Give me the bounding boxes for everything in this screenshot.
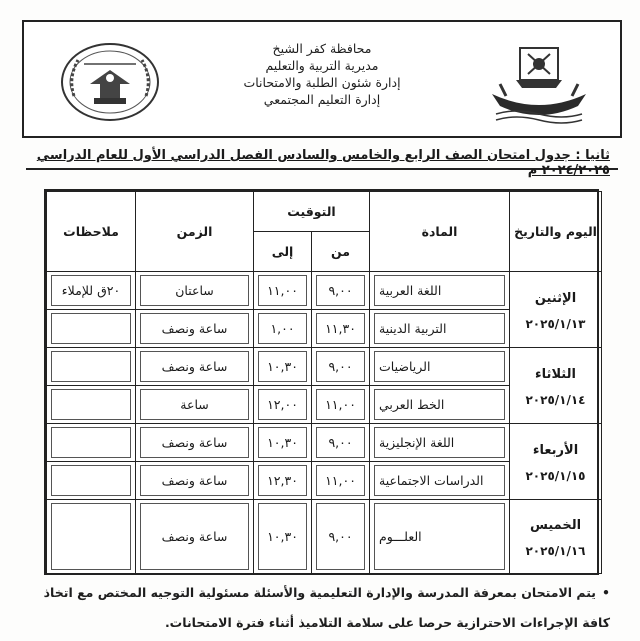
footer-note xyxy=(30,578,610,638)
directorate-line: مديرية التربية والتعليم xyxy=(265,58,379,73)
note-cell xyxy=(51,351,131,382)
to-cell: ١٠,٣٠ xyxy=(258,427,307,458)
table-row xyxy=(47,500,602,574)
subject-cell: الرياضيات xyxy=(374,351,505,382)
day-name: الإثنين xyxy=(534,290,577,306)
day-cell xyxy=(510,424,602,500)
header-notes: ملاحظات xyxy=(47,192,136,272)
day-cell xyxy=(510,500,602,574)
subject-cell: اللغة العربية xyxy=(374,275,505,306)
day-date: ٢٠٢٥/١/١٦ xyxy=(525,543,586,558)
subject-cell: العلـــوم xyxy=(374,503,505,570)
header-to: إلى xyxy=(254,232,312,272)
duration-cell: ساعة ونصف xyxy=(140,351,249,382)
from-cell: ٩,٠٠ xyxy=(316,351,365,382)
from-cell: ٩,٠٠ xyxy=(316,275,365,306)
subject-cell: الدراسات الاجتماعية xyxy=(374,465,505,496)
day-cell xyxy=(510,272,602,348)
note-cell: ٢٠ق للإملاء xyxy=(51,275,131,306)
note-cell xyxy=(51,503,131,570)
to-cell: ١٢,٣٠ xyxy=(258,465,307,496)
letterhead xyxy=(22,20,622,138)
duration-cell: ساعة xyxy=(140,389,249,420)
day-name: الأربعاء xyxy=(532,442,579,458)
from-cell: ١١,٠٠ xyxy=(316,465,365,496)
from-cell: ٩,٠٠ xyxy=(316,503,365,570)
from-cell: ١١,٣٠ xyxy=(316,313,365,344)
day-date: ٢٠٢٥/١/١٤ xyxy=(525,392,586,407)
subject-cell: الخط العربي xyxy=(374,389,505,420)
day-name: الثلاثاء xyxy=(535,366,576,382)
header-timing: التوقيت xyxy=(254,192,370,232)
duration-cell: ساعتان xyxy=(140,275,249,306)
note-cell xyxy=(51,427,131,458)
header-day-date: اليوم والتاريخ xyxy=(510,192,602,272)
exam-schedule-table xyxy=(44,189,599,575)
header-duration: الزمن xyxy=(136,192,254,272)
day-cell xyxy=(510,348,602,424)
subject-cell: اللغة الإنجليزية xyxy=(374,427,505,458)
header-from: من xyxy=(312,232,370,272)
from-cell: ٩,٠٠ xyxy=(316,427,365,458)
from-cell: ١١,٠٠ xyxy=(316,389,365,420)
table-row xyxy=(47,424,602,462)
to-cell: ١١,٠٠ xyxy=(258,275,307,306)
letterhead-text xyxy=(192,40,452,108)
schedule-heading: ثانيا : جدول امتحان الصف الرابع والخامس والسادس الفصل الدراسي الأول للعام الدراسي ٢٠٢٤/٢٠٢٥ م xyxy=(26,146,618,170)
duration-cell: ساعة ونصف xyxy=(140,503,249,570)
affairs-line: إدارة شئون الطلبة والامتحانات xyxy=(243,75,401,90)
bullet-icon: • xyxy=(602,585,610,600)
to-cell: ١٢,٠٠ xyxy=(258,389,307,420)
day-date: ٢٠٢٥/١/١٣ xyxy=(525,316,586,331)
table-row xyxy=(47,348,602,386)
footer-note-text: يتم الامتحان بمعرفة المدرسة والإدارة التعليمية والأسئلة مسئولية التوجيه المختص مع اتخاذ كافة الإجراءات الاحترازية حرصا على سلامة التلاميذ أثناء فترة الامتحانات. xyxy=(43,585,610,630)
header-subject: المادة xyxy=(370,192,510,272)
day-date: ٢٠٢٥/١/١٥ xyxy=(525,468,586,483)
department-line: إدارة التعليم المجتمعي xyxy=(263,92,381,107)
duration-cell: ساعة ونصف xyxy=(140,427,249,458)
duration-cell: ساعة ونصف xyxy=(140,313,249,344)
day-name: الخميس xyxy=(529,517,582,533)
duration-cell: ساعة ونصف xyxy=(140,465,249,496)
to-cell: ١٠,٣٠ xyxy=(258,503,307,570)
directorate-seal-icon xyxy=(54,38,166,126)
to-cell: ١٠,٣٠ xyxy=(258,351,307,382)
note-cell xyxy=(51,389,131,420)
to-cell: ١,٠٠ xyxy=(258,313,307,344)
table-row xyxy=(47,272,602,310)
note-cell xyxy=(51,465,131,496)
subject-cell: التربية الدينية xyxy=(374,313,505,344)
governorate-logo-icon xyxy=(486,44,592,128)
note-cell xyxy=(51,313,131,344)
governorate-line: محافظة كفر الشيخ xyxy=(272,41,372,56)
